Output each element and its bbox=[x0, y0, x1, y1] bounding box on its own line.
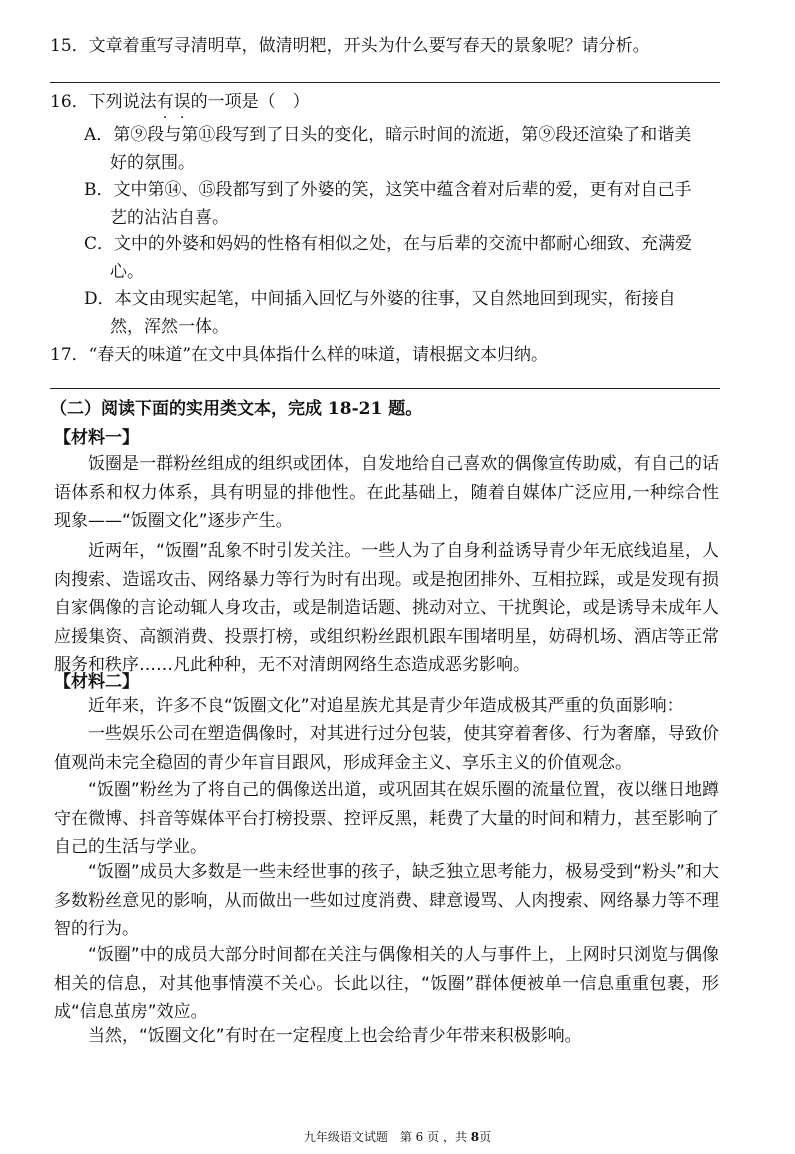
option-c-line2: 心。 bbox=[110, 262, 144, 282]
option-b-line2: 艺的沾沾自喜。 bbox=[110, 208, 229, 228]
material-2-paragraph-4: “饭圈”成员大多数是一些未经世事的孩子，缺乏独立思考能力，极易受到“粉头”和大多数粉丝意见的影响，从而做出一些如过度消费、肆意谩骂、人肉搜索、网络暴力等不理智的行为。 bbox=[54, 862, 719, 939]
option-a-line1: A．第⑨段与第⑪段写到了日头的变化，暗示时间的流逝，第⑨段还渲染了和谐美 bbox=[84, 125, 692, 145]
material-1-heading: 【材料一】 bbox=[54, 428, 139, 448]
option-c-line1: C．文中的外婆和妈妈的性格有相似之处，在与后辈的交流中都耐心细致、充满爱 bbox=[84, 234, 693, 254]
material-2-paragraph-1: 近年来，许多不良“饭圈文化”对追星族尤其是青少年造成极其严重的负面影响： bbox=[88, 696, 684, 716]
option-a-line2: 好的氛围。 bbox=[110, 153, 195, 173]
option-b bbox=[84, 176, 724, 232]
option-d-line1: D．本文由现实起笔，中间插入回忆与外婆的往事，又自然地回到现实，衔接自 bbox=[84, 289, 676, 309]
option-d-line2: 然，浑然一体。 bbox=[110, 317, 229, 337]
material-1-paragraph-1: 饭圈是一群粉丝组成的组织或团体，自发地给自己喜欢的偶像宣传助威，有自己的话语体系和权力体系，具有明显的排他性。在此基础上，随着自媒体广泛应用,一种综合性现象——“饭圈文化”逐步产生。 bbox=[54, 454, 719, 531]
answer-line-15 bbox=[50, 82, 720, 83]
material-1-paragraph-2: 近两年，“饭圈”乱象不时引发关注。一些人为了自身利益诱导青少年无底线追星，人肉搜索、造谣攻击、网络暴力等行为时有出现。或是抱团排外、互相拉踩，或是发现有损自家偶像的言论动辄人身攻击，或是制造话题、挑动对立、干扰舆论，或是诱导未成年人应援集资、高额消费、投票打榜，或组织粉丝跟机跟车围堵明星，妨碍机场、酒店等正常服务和秩序……凡此种种，无不对清朗网络生态造成恶劣影响。 bbox=[54, 541, 719, 675]
option-d bbox=[84, 285, 724, 341]
option-b-line1: B．文中第⑭、⑮段都写到了外婆的笑，这笑中蕴含着对后辈的爱，更有对自己手 bbox=[84, 180, 692, 200]
section-2-heading: （二）阅读下面的实用类文本，完成 18-21 题。 bbox=[50, 399, 423, 419]
material-2-heading: 【材料二】 bbox=[54, 672, 139, 692]
material-2-paragraph-3: “饭圈”粉丝为了将自己的偶像送出道，或巩固其在娱乐圈的流量位置，夜以继日地蹲守在微博、抖音等媒体平台打榜投票、控评反黑，耗费了大量的时间和精力，甚至影响了自己的生活与学业。 bbox=[54, 780, 719, 857]
material-2-paragraph-2: 一些娱乐公司在塑造偶像时，对其进行过分包装，使其穿着奢侈、行为奢靡，导致价值观尚未完全稳固的青少年盲目跟风，形成拜金主义、享乐主义的价值观念。 bbox=[54, 724, 719, 773]
answer-line-17 bbox=[50, 388, 720, 389]
stem-part: 的一项是（ ） bbox=[190, 92, 310, 112]
footer-suffix: 页 bbox=[479, 1130, 492, 1144]
footer-text: 九年级语文试题 第 6 页 ，共 bbox=[303, 1130, 471, 1144]
footer-total-pages: 8 bbox=[470, 1130, 480, 1144]
stem-part: 16．下列说法 bbox=[50, 92, 157, 112]
option-c bbox=[84, 230, 724, 286]
emphasis-char: 误 bbox=[173, 92, 191, 112]
option-a bbox=[84, 121, 724, 177]
page-footer bbox=[0, 1128, 795, 1145]
material-2-paragraph-5: “饭圈”中的成员大部分时间都在关注与偶像相关的人与事件上，上网时只浏览与偶像相关的信息，对其他事情漠不关心。长此以往，“饭圈”群体便被单一信息重重包裹，形成“信息茧房”效应。 bbox=[54, 945, 719, 1022]
emphasis-char: 有 bbox=[156, 92, 174, 112]
question-15: 15．文章着重写寻清明草，做清明粑，开头为什么要写春天的景象呢？请分析。 bbox=[50, 36, 650, 56]
question-16-stem bbox=[50, 90, 735, 114]
question-17: 17．“春天的味道”在文中具体指什么样的味道，请根据文本归纳。 bbox=[50, 345, 549, 365]
material-2-paragraph-6: 当然，“饭圈文化”有时在一定程度上也会给青少年带来积极影响。 bbox=[88, 1026, 582, 1046]
